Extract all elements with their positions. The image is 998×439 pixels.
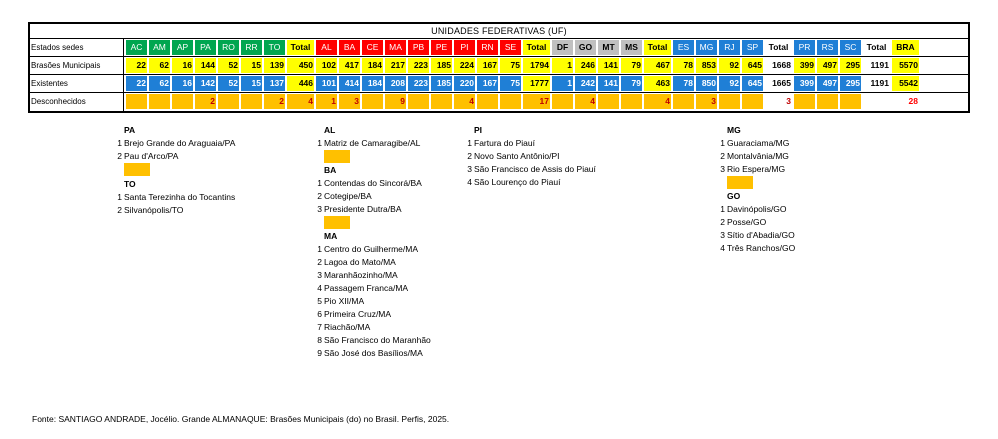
- source-note: Fonte: SANTIAGO ANDRADE, Jocélio. Grande ALMANAQUE: Brasões Municipais (do) no Brasil. Perfis, 2025.: [32, 414, 450, 424]
- table-cell: [863, 94, 890, 109]
- list-item: [317, 177, 422, 190]
- list-item: [317, 308, 431, 321]
- item-number: 2: [720, 217, 725, 227]
- column-header: BRA: [892, 40, 919, 55]
- list-item: [317, 137, 421, 150]
- item-number: 2: [467, 151, 472, 161]
- column-header: AL: [316, 40, 337, 55]
- list-item: [467, 137, 596, 150]
- table-cell: 139: [264, 58, 285, 73]
- table-row: [30, 57, 968, 75]
- table-cell: 144: [195, 58, 216, 73]
- table-cell: 22: [126, 76, 147, 91]
- table-cell: 242: [575, 76, 596, 91]
- table-cell: 15: [241, 58, 262, 73]
- item-text: Sítio d'Abadia/GO: [727, 230, 795, 240]
- table-cell: 1665: [765, 76, 792, 91]
- table-cell: 208: [385, 76, 406, 91]
- list-item: [317, 282, 431, 295]
- legend-section-to: [117, 178, 236, 217]
- column-header: Total: [644, 40, 671, 55]
- table-cell: 4: [454, 94, 475, 109]
- item-text: Passagem Franca/MA: [324, 283, 409, 293]
- item-number: 4: [720, 243, 725, 253]
- table-cell: 399: [794, 58, 815, 73]
- item-number: 3: [720, 230, 725, 240]
- column-header: RN: [477, 40, 498, 55]
- table-cell: 184: [362, 76, 383, 91]
- orange-swatch: [324, 216, 350, 229]
- column-header: PR: [794, 40, 815, 55]
- section-heading: MA: [324, 231, 338, 241]
- table-row: [30, 75, 968, 93]
- list-item: [317, 334, 431, 347]
- table-cell: 417: [339, 58, 360, 73]
- list-item: [317, 190, 422, 203]
- table-cell: 645: [742, 76, 763, 91]
- list-item: [317, 243, 431, 256]
- item-text: Santa Terezinha do Tocantins: [124, 192, 236, 202]
- table-cell: 1191: [863, 58, 890, 73]
- column-header: Total: [287, 40, 314, 55]
- table-cell: 75: [500, 76, 521, 91]
- table-cell: 102: [316, 58, 337, 73]
- column-header: AM: [149, 40, 170, 55]
- table-cell: 92: [719, 58, 740, 73]
- table-cell: 15: [241, 76, 262, 91]
- table-cell: 1191: [863, 76, 890, 91]
- column-header: AC: [126, 40, 147, 55]
- column-header: Total: [523, 40, 550, 55]
- table-cell: [794, 94, 815, 109]
- table-cell: [817, 94, 838, 109]
- item-text: Rio Espera/MG: [727, 164, 786, 174]
- column-header: GO: [575, 40, 596, 55]
- table-cell: [477, 94, 498, 109]
- item-text: Posse/GO: [727, 217, 767, 227]
- table-cell: 4: [575, 94, 596, 109]
- item-text: Matriz de Camaragibe/AL: [324, 138, 421, 148]
- row-label: Brasões Municipais: [30, 57, 124, 74]
- row-label: Estados sedes: [30, 39, 124, 56]
- table-cell: 399: [794, 76, 815, 91]
- item-text: Maranhãozinho/MA: [324, 270, 398, 280]
- item-number: 2: [117, 151, 122, 161]
- column-header: Total: [863, 40, 890, 55]
- table-cell: [172, 94, 193, 109]
- item-text: Cotegipe/BA: [324, 191, 372, 201]
- item-number: 3: [317, 204, 322, 214]
- list-item: [720, 229, 795, 242]
- table-cell: 52: [218, 76, 239, 91]
- table-cell: 1: [552, 58, 573, 73]
- table-cell: 5542: [892, 76, 919, 91]
- column-header: SP: [742, 40, 763, 55]
- column-header: PI: [454, 40, 475, 55]
- table-cell: [362, 94, 383, 109]
- column-header: BA: [339, 40, 360, 55]
- table-cell: 9: [385, 94, 406, 109]
- table-cell: [719, 94, 740, 109]
- table-cell: 295: [840, 58, 861, 73]
- table-cell: 3: [339, 94, 360, 109]
- table-cell: 101: [316, 76, 337, 91]
- column-header: RS: [817, 40, 838, 55]
- table-cell: 79: [621, 58, 642, 73]
- list-item: [467, 150, 596, 163]
- item-text: Brejo Grande do Araguaia/PA: [124, 138, 236, 148]
- item-number: 2: [720, 151, 725, 161]
- table-cell: 78: [673, 58, 694, 73]
- list-item: [317, 295, 431, 308]
- list-item: [467, 163, 596, 176]
- item-text: Pau d'Arco/PA: [124, 151, 179, 161]
- section-heading: PI: [474, 125, 483, 135]
- table-cell: 853: [696, 58, 717, 73]
- table-cell: 220: [454, 76, 475, 91]
- item-text: Lagoa do Mato/MA: [324, 257, 396, 267]
- section-heading: GO: [727, 191, 741, 201]
- table-cell: 62: [149, 76, 170, 91]
- list-item: [720, 163, 789, 176]
- column-header: SE: [500, 40, 521, 55]
- column-header: PB: [408, 40, 429, 55]
- table-cell: 3: [765, 94, 792, 109]
- list-item: [117, 204, 235, 217]
- table-cell: 22: [126, 58, 147, 73]
- table-cell: [598, 94, 619, 109]
- table-cell: [621, 94, 642, 109]
- table-cell: 16: [172, 76, 193, 91]
- column-header: CE: [362, 40, 383, 55]
- column-header: MG: [696, 40, 717, 55]
- section-heading: BA: [324, 165, 337, 175]
- column-header: RJ: [719, 40, 740, 55]
- item-number: 2: [117, 205, 122, 215]
- section-heading: TO: [124, 179, 136, 189]
- list-item: [317, 203, 422, 216]
- list-item: [317, 321, 431, 334]
- table-cell: 167: [477, 76, 498, 91]
- column-header: AP: [172, 40, 193, 55]
- item-number: 6: [317, 309, 322, 319]
- legend-section-pa: [117, 124, 236, 176]
- item-number: 2: [317, 191, 322, 201]
- list-item: [720, 242, 796, 255]
- list-item: [720, 216, 795, 229]
- item-text: São Francisco do Maranhão: [324, 335, 431, 345]
- table-cell: 645: [742, 58, 763, 73]
- header-row: [30, 39, 968, 57]
- item-number: 7: [317, 322, 322, 332]
- item-text: Fartura do Piauí: [474, 138, 535, 148]
- orange-swatch: [324, 150, 350, 163]
- item-text: Davinópolis/GO: [727, 204, 787, 214]
- section-heading: AL: [324, 125, 336, 135]
- table-cell: 17: [523, 94, 550, 109]
- column-header: RO: [218, 40, 239, 55]
- table-cell: 217: [385, 58, 406, 73]
- row-label: Desconhecidos: [30, 93, 124, 111]
- legend-section-go: [720, 190, 796, 255]
- item-number: 3: [317, 270, 322, 280]
- list-item: [117, 137, 236, 150]
- table-row: [30, 93, 968, 111]
- uf-table: [28, 22, 970, 113]
- table-cell: [431, 94, 452, 109]
- list-item: [467, 176, 596, 189]
- item-number: 3: [467, 164, 472, 174]
- table-cell: 224: [454, 58, 475, 73]
- table-cell: 1794: [523, 58, 550, 73]
- list-item: [317, 347, 431, 360]
- table-cell: [126, 94, 147, 109]
- item-text: Pio XII/MA: [324, 296, 365, 306]
- column-header: RR: [241, 40, 262, 55]
- table-cell: 2: [195, 94, 216, 109]
- table-cell: 463: [644, 76, 671, 91]
- table-cell: 295: [840, 76, 861, 91]
- item-number: 1: [117, 138, 122, 148]
- item-text: São Lourenço do Piauí: [474, 177, 561, 187]
- table-cell: 142: [195, 76, 216, 91]
- column-header: PA: [195, 40, 216, 55]
- table-cell: 1668: [765, 58, 792, 73]
- column-header: MS: [621, 40, 642, 55]
- item-number: 1: [720, 138, 725, 148]
- column-header: Total: [765, 40, 792, 55]
- table-cell: 2: [264, 94, 285, 109]
- item-text: Primeira Cruz/MA: [324, 309, 392, 319]
- table-cell: 414: [339, 76, 360, 91]
- column-header: SC: [840, 40, 861, 55]
- item-number: 9: [317, 348, 322, 358]
- table-cell: [241, 94, 262, 109]
- table-cell: 850: [696, 76, 717, 91]
- table-cell: [149, 94, 170, 109]
- table-cell: 78: [673, 76, 694, 91]
- table-cell: 28: [892, 94, 919, 109]
- list-item: [317, 256, 431, 269]
- orange-swatch: [727, 176, 753, 189]
- table-cell: 141: [598, 76, 619, 91]
- table-cell: [408, 94, 429, 109]
- item-text: São Francisco de Assis do Piauí: [474, 164, 596, 174]
- table-cell: 5570: [892, 58, 919, 73]
- table-cell: 62: [149, 58, 170, 73]
- legend-section-ba: [317, 164, 422, 229]
- list-item: [720, 203, 795, 216]
- table-cell: 1: [316, 94, 337, 109]
- table-cell: 497: [817, 76, 838, 91]
- column-header: ES: [673, 40, 694, 55]
- list-item: [720, 150, 789, 163]
- item-text: Riachão/MA: [324, 322, 371, 332]
- item-number: 1: [117, 192, 122, 202]
- table-cell: 497: [817, 58, 838, 73]
- table-cell: 446: [287, 76, 314, 91]
- table-cell: 137: [264, 76, 285, 91]
- item-number: 1: [317, 138, 322, 148]
- item-text: Centro do Guilherme/MA: [324, 244, 419, 254]
- list-item: [720, 137, 790, 150]
- table-cell: 450: [287, 58, 314, 73]
- table-cell: 4: [287, 94, 314, 109]
- table-title: UNIDADES FEDERATIVAS (UF): [30, 24, 968, 39]
- item-number: 1: [720, 204, 725, 214]
- column-header: MA: [385, 40, 406, 55]
- table-cell: 223: [408, 76, 429, 91]
- item-text: Presidente Dutra/BA: [324, 204, 402, 214]
- table-cell: [742, 94, 763, 109]
- table-cell: 184: [362, 58, 383, 73]
- table-cell: 246: [575, 58, 596, 73]
- item-number: 4: [467, 177, 472, 187]
- item-number: 1: [317, 178, 322, 188]
- table-cell: 185: [431, 76, 452, 91]
- item-text: Contendas do Sincorá/BA: [324, 178, 422, 188]
- item-number: 1: [317, 244, 322, 254]
- table-cell: 52: [218, 58, 239, 73]
- item-text: Silvanópolis/TO: [124, 205, 184, 215]
- table-cell: 92: [719, 76, 740, 91]
- table-cell: [673, 94, 694, 109]
- item-number: 8: [317, 335, 322, 345]
- section-heading: PA: [124, 125, 136, 135]
- item-text: Três Ranchos/GO: [727, 243, 796, 253]
- table-cell: 167: [477, 58, 498, 73]
- item-text: Novo Santo Antônio/PI: [474, 151, 560, 161]
- table-cell: 1777: [523, 76, 550, 91]
- column-header: MT: [598, 40, 619, 55]
- column-header: DF: [552, 40, 573, 55]
- item-number: 2: [317, 257, 322, 267]
- section-heading: MG: [727, 125, 741, 135]
- table-cell: 223: [408, 58, 429, 73]
- list-item: [117, 191, 236, 204]
- list-item: [317, 269, 431, 282]
- orange-swatch: [124, 163, 150, 176]
- legend-section-al: [317, 124, 421, 163]
- item-text: Montalvânia/MG: [727, 151, 789, 161]
- table-cell: [500, 94, 521, 109]
- item-number: 4: [317, 283, 322, 293]
- table-cell: 1: [552, 76, 573, 91]
- table-cell: 16: [172, 58, 193, 73]
- column-header: PE: [431, 40, 452, 55]
- table-cell: 185: [431, 58, 452, 73]
- table-cell: [840, 94, 861, 109]
- legend-section-pi: [467, 124, 596, 189]
- table-cell: 141: [598, 58, 619, 73]
- item-number: 5: [317, 296, 322, 306]
- item-number: 1: [467, 138, 472, 148]
- table-cell: 79: [621, 76, 642, 91]
- table-cell: [552, 94, 573, 109]
- list-item: [117, 150, 235, 163]
- table-cell: [218, 94, 239, 109]
- column-header: TO: [264, 40, 285, 55]
- legend-section-ma: [317, 230, 431, 360]
- table-cell: 75: [500, 58, 521, 73]
- table-cell: 4: [644, 94, 671, 109]
- item-text: Guaraciama/MG: [727, 138, 790, 148]
- legend-section-mg: [720, 124, 790, 189]
- table-cell: 3: [696, 94, 717, 109]
- item-number: 3: [720, 164, 725, 174]
- row-label: Existentes: [30, 75, 124, 92]
- table-cell: 467: [644, 58, 671, 73]
- item-text: São José dos Basílios/MA: [324, 348, 423, 358]
